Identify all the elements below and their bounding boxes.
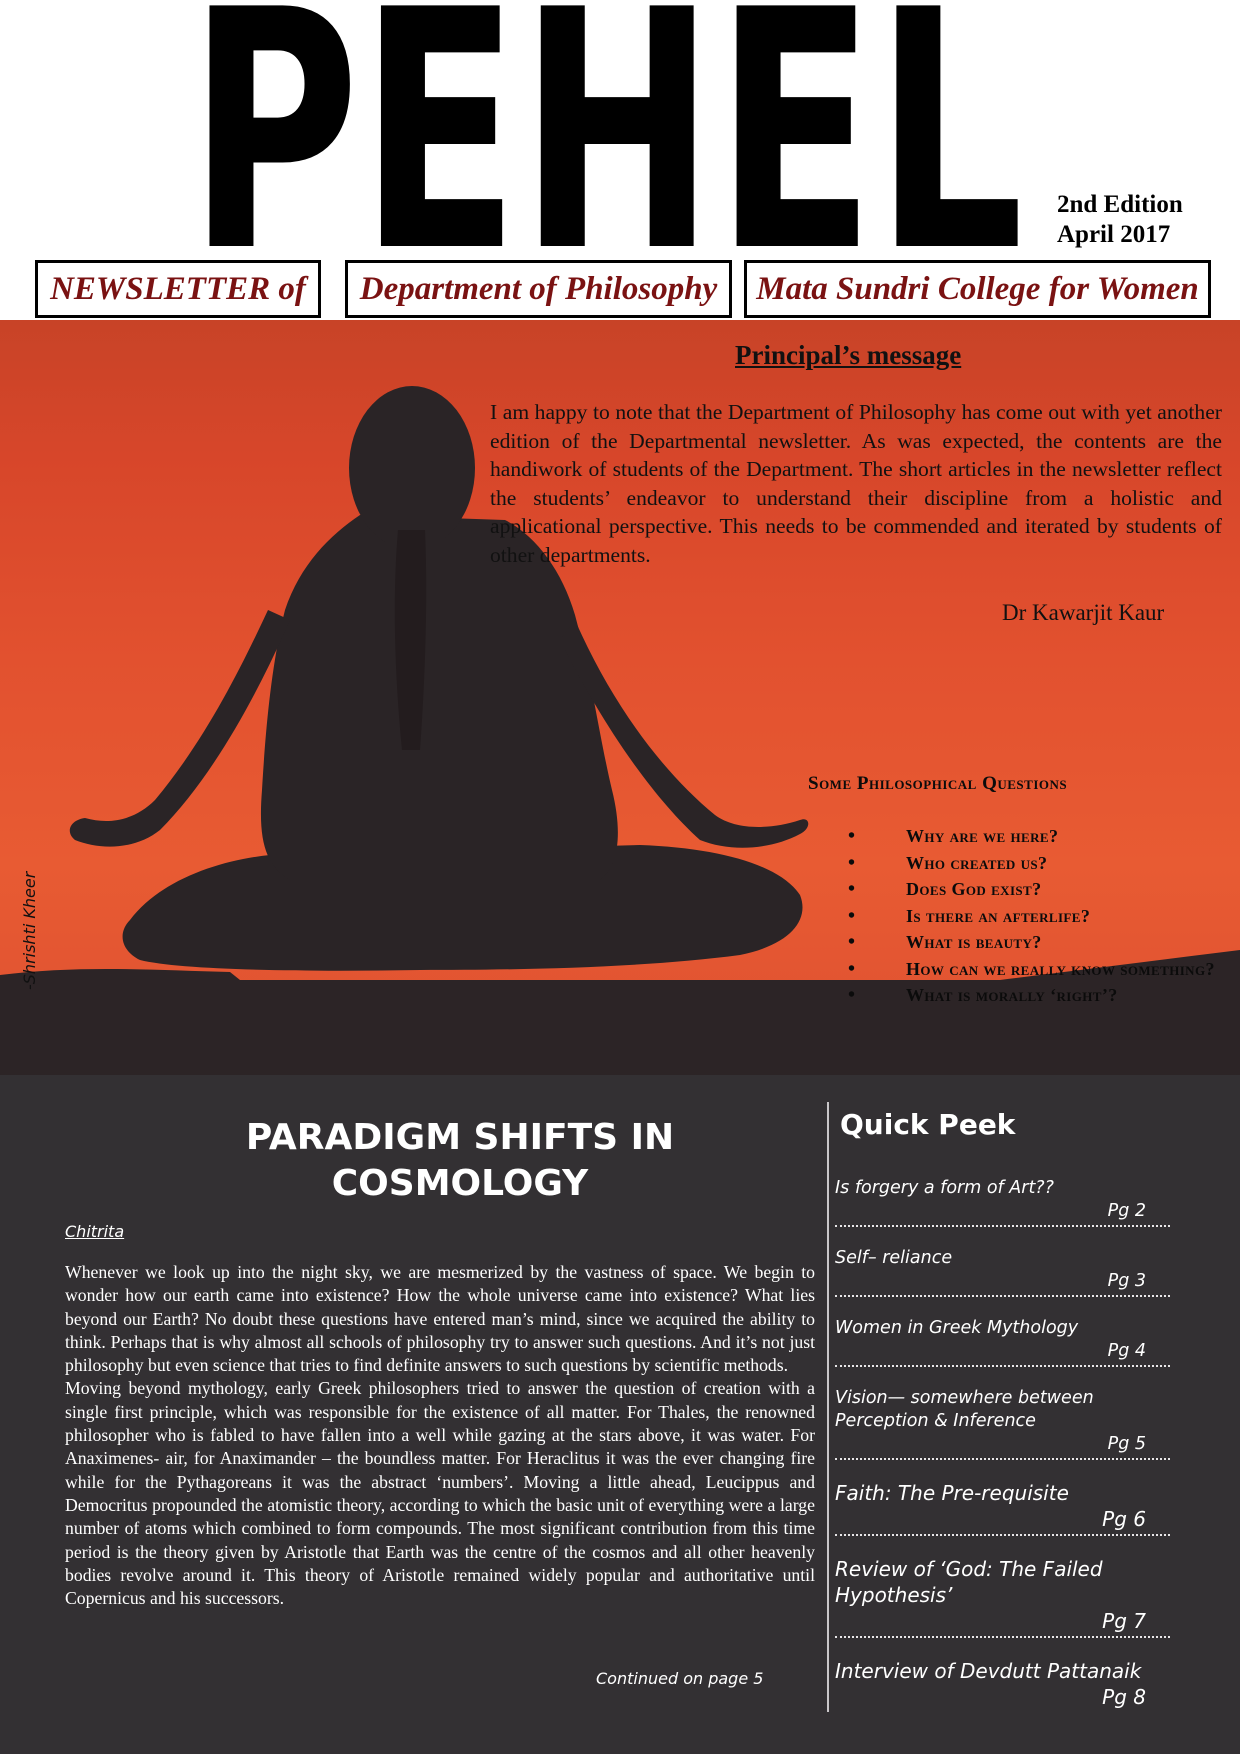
article-body bbox=[65, 1261, 815, 1610]
principal-message-text: I am happy to note that the Department of Philosophy has come out with yet another edition of the Departmental newsletter. As was expected, the contents are the handiwork of students of the Department. The short articles in the newsletter reflect the students’ endeavor to understand their discipline from a holistic and applicational perspective. This needs to be commended and iterated by students of other departments. bbox=[490, 400, 1222, 567]
question-item: • Why are we here? bbox=[848, 823, 1228, 850]
question-item: • Does God exist? bbox=[848, 876, 1228, 903]
quick-peek-item[interactable] bbox=[835, 1658, 1170, 1710]
quick-peek-item-title: Self– reliance bbox=[835, 1248, 953, 1268]
question-item: • What is morally ‘right’? bbox=[848, 982, 1228, 1009]
quick-peek-item[interactable] bbox=[835, 1556, 1170, 1638]
question-item: • Is there an afterlife? bbox=[848, 903, 1228, 930]
hero-painting bbox=[0, 320, 1240, 1075]
question-item: • What is beauty? bbox=[848, 929, 1228, 956]
tag-newsletter: NEWSLETTER of bbox=[35, 260, 321, 318]
question-item: • How can we really know something? bbox=[848, 956, 1228, 983]
figure-hair bbox=[395, 530, 426, 750]
dotted-divider bbox=[835, 1365, 1170, 1367]
quick-peek-list bbox=[835, 1177, 1170, 1710]
quick-peek-item[interactable] bbox=[835, 1247, 1170, 1297]
article-author: Chitrita bbox=[65, 1222, 125, 1241]
quick-peek-item-title: Review of ‘God: The Failed Hypothesis’ bbox=[835, 1557, 1103, 1607]
article-paragraph: Moving beyond mythology, early Greek philosophers tried to answer the question of creation with a single first principle, which was responsible for the existence of all matter. For Thales, the renowned philosopher who is fabled to have fallen into a well while gazing at the stars above, it was water. For Anaximenes- air, for Anaximander – the boundless matter. For Heraclitus it was the ever changing fire while for the Pythagoreans it was the abstract ‘numbers’. Moving a little ahead, Leucippus and Democritus propounded the atomistic theory, according to which the basic unit of everything were a large number of atoms which combined to form compounds. The most significant contribution from this time period is the theory given by Aristotle that Earth was the centre of the cosmos and all other heavenly bodies revolve around it. This theory of Aristotle remained widely popular and authoritative until Copernicus and his successors. bbox=[65, 1378, 815, 1609]
quick-peek-item[interactable] bbox=[835, 1387, 1170, 1460]
figure-head bbox=[349, 386, 475, 550]
principal-message-title: Principal’s message bbox=[735, 340, 962, 370]
quick-peek-item-title: Faith: The Pre-requisite bbox=[835, 1481, 1069, 1505]
quick-peek-item-page: Pg 8 bbox=[1102, 1685, 1146, 1709]
quick-peek-item-title: Women in Greek Mythology bbox=[835, 1318, 1079, 1338]
dotted-divider bbox=[835, 1636, 1170, 1638]
quick-peek-item-title: Is forgery a form of Art?? bbox=[835, 1178, 1054, 1198]
quick-peek-title: Quick Peek bbox=[840, 1108, 1016, 1141]
article-title: PARADIGM SHIFTS IN COSMOLOGY bbox=[245, 1117, 675, 1204]
questions-title: Some Philosophical Questions bbox=[808, 773, 1068, 794]
edition-date: April 2017 bbox=[1057, 221, 1171, 248]
tag-college: Mata Sundri College for Women bbox=[744, 260, 1211, 318]
quick-peek-item-page: Pg 6 bbox=[1102, 1507, 1146, 1531]
dotted-divider bbox=[835, 1534, 1170, 1536]
column-divider bbox=[827, 1102, 829, 1712]
article-paragraph: Whenever we look up into the night sky, we are mesmerized by the vastness of space. We begin to wonder how our earth came into existence? How the whole universe came into existence? What lies beyond our Earth? No doubt these questions have entered man’s mind, since we acquired the ability to think. Perhaps that is why almost all schools of philosophy try to answer such questions. And it’s not just philosophy but even science that tries to find definite answers to such questions by scientific methods. bbox=[65, 1262, 815, 1376]
figure-left-arm bbox=[70, 610, 290, 847]
quick-peek-item[interactable] bbox=[835, 1480, 1170, 1536]
logo-text: PEHEL bbox=[188, 2, 1024, 252]
pehel-logo bbox=[186, 2, 1026, 252]
quick-peek-item-page: Pg 2 bbox=[1107, 1201, 1146, 1221]
dotted-divider bbox=[835, 1225, 1170, 1227]
quick-peek-item-page: Pg 3 bbox=[1107, 1271, 1146, 1291]
quick-peek-item[interactable] bbox=[835, 1177, 1170, 1227]
questions-list bbox=[848, 823, 1228, 1009]
edition-info bbox=[1057, 190, 1183, 250]
lower-section bbox=[0, 1075, 1240, 1754]
continued-link[interactable]: Continued on page 5 bbox=[596, 1669, 764, 1688]
quick-peek-item-page: Pg 4 bbox=[1107, 1341, 1146, 1361]
principal-signature: Dr Kawarjit Kaur bbox=[1002, 600, 1165, 625]
artist-credit: -Shrishti Kheer bbox=[20, 871, 39, 990]
masthead bbox=[0, 0, 1240, 320]
question-item: • Who created us? bbox=[848, 850, 1228, 877]
quick-peek-item[interactable] bbox=[835, 1317, 1170, 1367]
edition-label: 2nd Edition bbox=[1057, 191, 1183, 218]
quick-peek-item-page: Pg 5 bbox=[1107, 1434, 1146, 1454]
quick-peek-item-page: Pg 7 bbox=[1102, 1609, 1146, 1633]
tag-department: Department of Philosophy bbox=[345, 260, 732, 318]
quick-peek-item-title: Vision— somewhere between Perception & Inference bbox=[835, 1388, 1094, 1431]
quick-peek-item-title: Interview of Devdutt Pattanaik bbox=[835, 1659, 1142, 1683]
dotted-divider bbox=[835, 1458, 1170, 1460]
dotted-divider bbox=[835, 1295, 1170, 1297]
